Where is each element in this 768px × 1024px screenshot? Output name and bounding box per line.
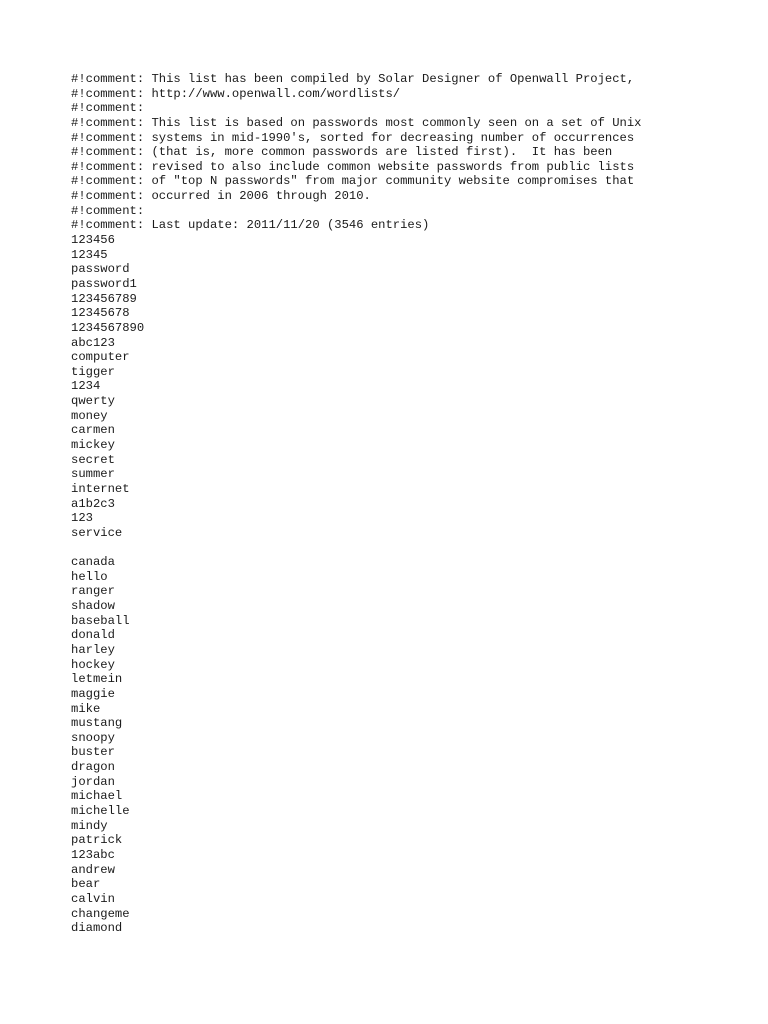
password-entry: letmein bbox=[71, 672, 123, 687]
password-entry: hockey bbox=[71, 657, 115, 672]
blank-line bbox=[71, 541, 641, 556]
password-entry: 123 bbox=[71, 511, 93, 526]
password-entry: mustang bbox=[71, 716, 123, 731]
comment-line: #!comment: revised to also include common website passwords from public lists bbox=[71, 159, 635, 174]
comment-line: #!comment: (that is, more common passwords are listed first). It has been bbox=[71, 145, 613, 160]
password-entry: baseball bbox=[71, 613, 130, 628]
password-entry: shadow bbox=[71, 599, 115, 614]
password-entry: dragon bbox=[71, 760, 115, 775]
password-entry: a1b2c3 bbox=[71, 496, 115, 511]
password-entry: ranger bbox=[71, 584, 115, 599]
password-entry: tigger bbox=[71, 364, 115, 379]
password-entry: qwerty bbox=[71, 394, 115, 409]
password-entry: password1 bbox=[71, 276, 137, 291]
password-entry: 123abc bbox=[71, 847, 115, 862]
comment-line: #!comment: This list has been compiled by Solar Designer of Openwall Project, bbox=[71, 72, 635, 86]
password-entry: hello bbox=[71, 569, 108, 584]
password-entry: michelle bbox=[71, 804, 130, 819]
comment-line: #!comment: bbox=[71, 203, 145, 218]
password-entry: 12345678 bbox=[71, 306, 130, 321]
password-entry: calvin bbox=[71, 891, 115, 906]
password-entry: abc123 bbox=[71, 335, 115, 350]
password-entry: jordan bbox=[71, 774, 115, 789]
comment-line: #!comment: bbox=[71, 101, 145, 116]
wordlist-text bbox=[71, 72, 641, 936]
password-entry: password bbox=[71, 262, 130, 277]
password-entry: buster bbox=[71, 745, 115, 760]
password-entry: michael bbox=[71, 789, 123, 804]
password-entry: patrick bbox=[71, 833, 123, 848]
password-entry: summer bbox=[71, 467, 115, 482]
password-entry: internet bbox=[71, 481, 130, 496]
comment-line: #!comment: of "top N passwords" from major community website compromises that bbox=[71, 174, 635, 189]
password-entry: carmen bbox=[71, 423, 115, 438]
password-entry: bear bbox=[71, 877, 101, 892]
password-entry: mindy bbox=[71, 818, 108, 833]
password-entry: 12345 bbox=[71, 247, 108, 262]
password-entry: 1234567890 bbox=[71, 320, 145, 335]
password-entry: money bbox=[71, 408, 108, 423]
password-entry: diamond bbox=[71, 921, 123, 936]
password-entry: snoopy bbox=[71, 730, 115, 745]
comment-line: #!comment: occurred in 2006 through 2010. bbox=[71, 189, 371, 204]
password-entry: mike bbox=[71, 701, 101, 716]
password-entry: 1234 bbox=[71, 379, 101, 394]
password-entry: service bbox=[71, 525, 123, 540]
password-entry: donald bbox=[71, 628, 115, 643]
comment-line: #!comment: http://www.openwall.com/wordlists/ bbox=[71, 86, 401, 101]
password-entry: mickey bbox=[71, 438, 115, 453]
password-entry: changeme bbox=[71, 906, 130, 921]
comment-line: #!comment: Last update: 2011/11/20 (3546 entries) bbox=[71, 218, 430, 233]
comment-line: #!comment: This list is based on passwords most commonly seen on a set of Unix bbox=[71, 115, 642, 130]
password-entry: maggie bbox=[71, 686, 115, 701]
comment-line: #!comment: systems in mid-1990's, sorted for decreasing number of occurrences bbox=[71, 130, 635, 145]
password-entry: 123456789 bbox=[71, 291, 137, 306]
password-entry: computer bbox=[71, 350, 130, 365]
password-entry: harley bbox=[71, 642, 115, 657]
password-entry: canada bbox=[71, 555, 115, 570]
password-entry: secret bbox=[71, 452, 115, 467]
password-entry: andrew bbox=[71, 862, 115, 877]
password-entry: 123456 bbox=[71, 233, 115, 248]
